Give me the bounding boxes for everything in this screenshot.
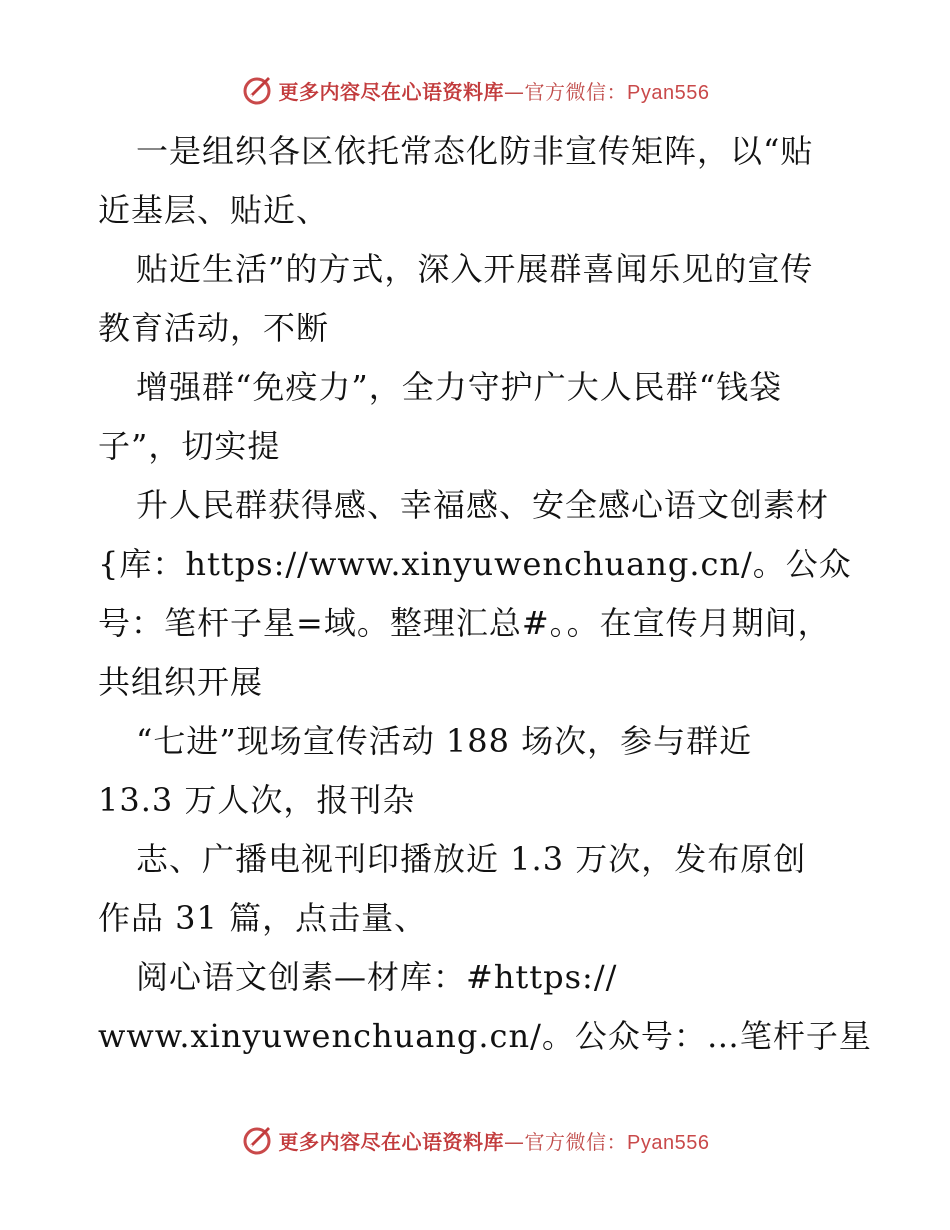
text-line: 13.3 万人次，报刊杂 bbox=[98, 781, 416, 819]
footer-banner bbox=[0, 1120, 950, 1160]
text-line: 近基层、贴近、 bbox=[98, 191, 330, 229]
paragraph bbox=[98, 476, 858, 712]
text-line: 子”，切实提 bbox=[98, 427, 281, 465]
banner-brand: 更多内容尽在心语资料库 bbox=[278, 1129, 505, 1154]
paragraph bbox=[98, 122, 858, 240]
text-line: {库：https://www.xinyuwenchuang.cn/。公众 bbox=[98, 545, 852, 583]
text-line: 升人民群获得感、幸福感、安全感心语文创素材 bbox=[136, 486, 830, 524]
paragraph bbox=[98, 712, 858, 830]
document-body bbox=[98, 122, 872, 1066]
banner-brand: 更多内容尽在心语资料库 bbox=[278, 79, 505, 104]
paragraph bbox=[98, 358, 858, 476]
paragraph bbox=[98, 948, 872, 1066]
text-line: 作品 31 篇，点击量、 bbox=[98, 899, 428, 937]
text-line: 贴近生活”的方式，深入开展群喜闻乐见的宣传 bbox=[136, 250, 814, 288]
pen-logo-icon bbox=[241, 73, 275, 107]
header-banner bbox=[0, 70, 950, 110]
text-line: 志、广播电视刊印播放近 1.3 万次，发布原创 bbox=[136, 840, 807, 878]
banner-official: —官方微信： bbox=[504, 1129, 628, 1154]
text-line: “七进”现场宣传活动 188 场次，参与群近 bbox=[136, 722, 753, 760]
paragraph bbox=[98, 830, 858, 948]
banner-text bbox=[279, 76, 710, 105]
text-line: 号：笔杆子星=域。整理汇总#。。在宣传月期间， bbox=[98, 604, 831, 642]
text-line: 教育活动，不断 bbox=[98, 309, 330, 347]
paragraph bbox=[98, 240, 858, 358]
text-line: 阅心语文创素—材库：#https:// bbox=[136, 958, 618, 996]
pen-logo-icon bbox=[241, 1123, 275, 1157]
banner-wechat-id: Pyan556 bbox=[627, 81, 710, 104]
text-line: 共组织开展 bbox=[98, 663, 264, 701]
banner-wechat-id: Pyan556 bbox=[627, 1131, 710, 1154]
text-line: 增强群“免疫力”，全力守护广大人民群“钱袋 bbox=[136, 368, 783, 406]
text-line: 一是组织各区依托常态化防非宣传矩阵，以“贴 bbox=[136, 132, 814, 170]
banner-official: —官方微信： bbox=[504, 79, 628, 104]
banner-text bbox=[279, 1126, 710, 1155]
text-line: www.xinyuwenchuang.cn/。公众号：…笔杆子星 bbox=[98, 1017, 872, 1055]
